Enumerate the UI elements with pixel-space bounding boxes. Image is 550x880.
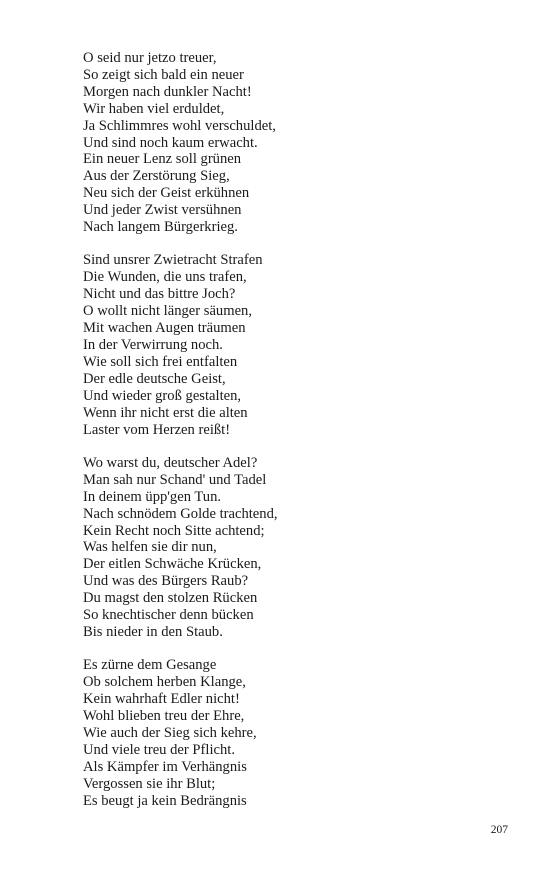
- poem-line: Laster vom Herzen reißt!: [83, 421, 231, 438]
- poem-line: Wir haben viel erduldet,: [83, 100, 225, 117]
- poem-stanza: [83, 455, 503, 641]
- poem-line: So knechtischer denn bücken: [83, 607, 254, 624]
- poem-line: Es zürne dem Gesange: [83, 657, 217, 674]
- poem-line: Und jeder Zwist versühnen: [83, 202, 242, 219]
- poem-line: Sind unsrer Zwietracht Strafen: [83, 252, 263, 269]
- poem-line: O seid nur jetzo treuer,: [83, 50, 217, 66]
- poem-line: Und viele treu der Pflicht.: [83, 741, 235, 758]
- poem-line: Aus der Zerstörung Sieg,: [83, 168, 230, 185]
- poem-line: Wo warst du, deutscher Adel?: [83, 454, 258, 471]
- poem-line: Kein wahrhaft Edler nicht!: [83, 691, 240, 708]
- poem-stanza: [83, 657, 503, 809]
- poem-line: Als Kämpfer im Verhängnis: [83, 758, 247, 775]
- poem-line: Neu sich der Geist erkühnen: [83, 185, 250, 202]
- poem-line: Ja Schlimmres wohl verschuldet,: [83, 117, 276, 134]
- poem-line: Nach langem Bürgerkrieg.: [83, 219, 238, 236]
- poem-line: Was helfen sie dir nun,: [83, 539, 217, 556]
- poem-line: Und was des Bürgers Raub?: [83, 573, 249, 590]
- poem-line: In der Verwirrung noch.: [83, 337, 223, 353]
- poem-line: Wenn ihr nicht erst die alten: [83, 404, 248, 421]
- poem-line: So zeigt sich bald ein neuer: [83, 66, 244, 83]
- poem-line: Kein Recht noch Sitte achtend;: [83, 522, 265, 539]
- poem-line: Wohl blieben treu der Ehre,: [83, 708, 245, 725]
- poem-line: Der edle deutsche Geist,: [83, 370, 226, 387]
- poem-line: Morgen nach dunkler Nacht!: [83, 83, 252, 100]
- poem-line: Vergossen sie ihr Blut;: [83, 775, 216, 792]
- poem-line: Ob solchem herben Klange,: [83, 674, 246, 691]
- poem-line: Nach schnödem Golde trachtend,: [83, 505, 278, 522]
- poem-line: Man sah nur Schand' und Tadel: [83, 471, 267, 488]
- poem-line: Wie auch der Sieg sich kehre,: [83, 725, 257, 742]
- poem-line: Die Wunden, die uns trafen,: [83, 269, 247, 286]
- poem-line: Ein neuer Lenz soll grünen: [83, 151, 242, 168]
- poem-line: Und sind noch kaum erwacht.: [83, 134, 258, 151]
- poem-line: O wollt nicht länger säumen,: [83, 303, 253, 320]
- poem-line: Bis nieder in den Staub.: [83, 624, 223, 640]
- poem-line: In deinem üpp'gen Tun.: [83, 488, 222, 505]
- poem-line: Es beugt ja kein Bedrängnis: [83, 792, 247, 809]
- poem-line: Nicht und das bittre Joch?: [83, 286, 236, 303]
- poem-line: Du magst den stolzen Rücken: [83, 590, 258, 607]
- poem-stanza: [83, 252, 503, 438]
- poem-body: [83, 50, 503, 826]
- poem-line: Und wieder groß gestalten,: [83, 387, 242, 404]
- poem-line: Der eitlen Schwäche Krücken,: [83, 556, 262, 573]
- page-number: 207: [490, 824, 508, 836]
- poem-line: Wie soll sich frei entfalten: [83, 353, 238, 370]
- poem-stanza: [83, 50, 503, 236]
- poem-line: Mit wachen Augen träumen: [83, 320, 246, 337]
